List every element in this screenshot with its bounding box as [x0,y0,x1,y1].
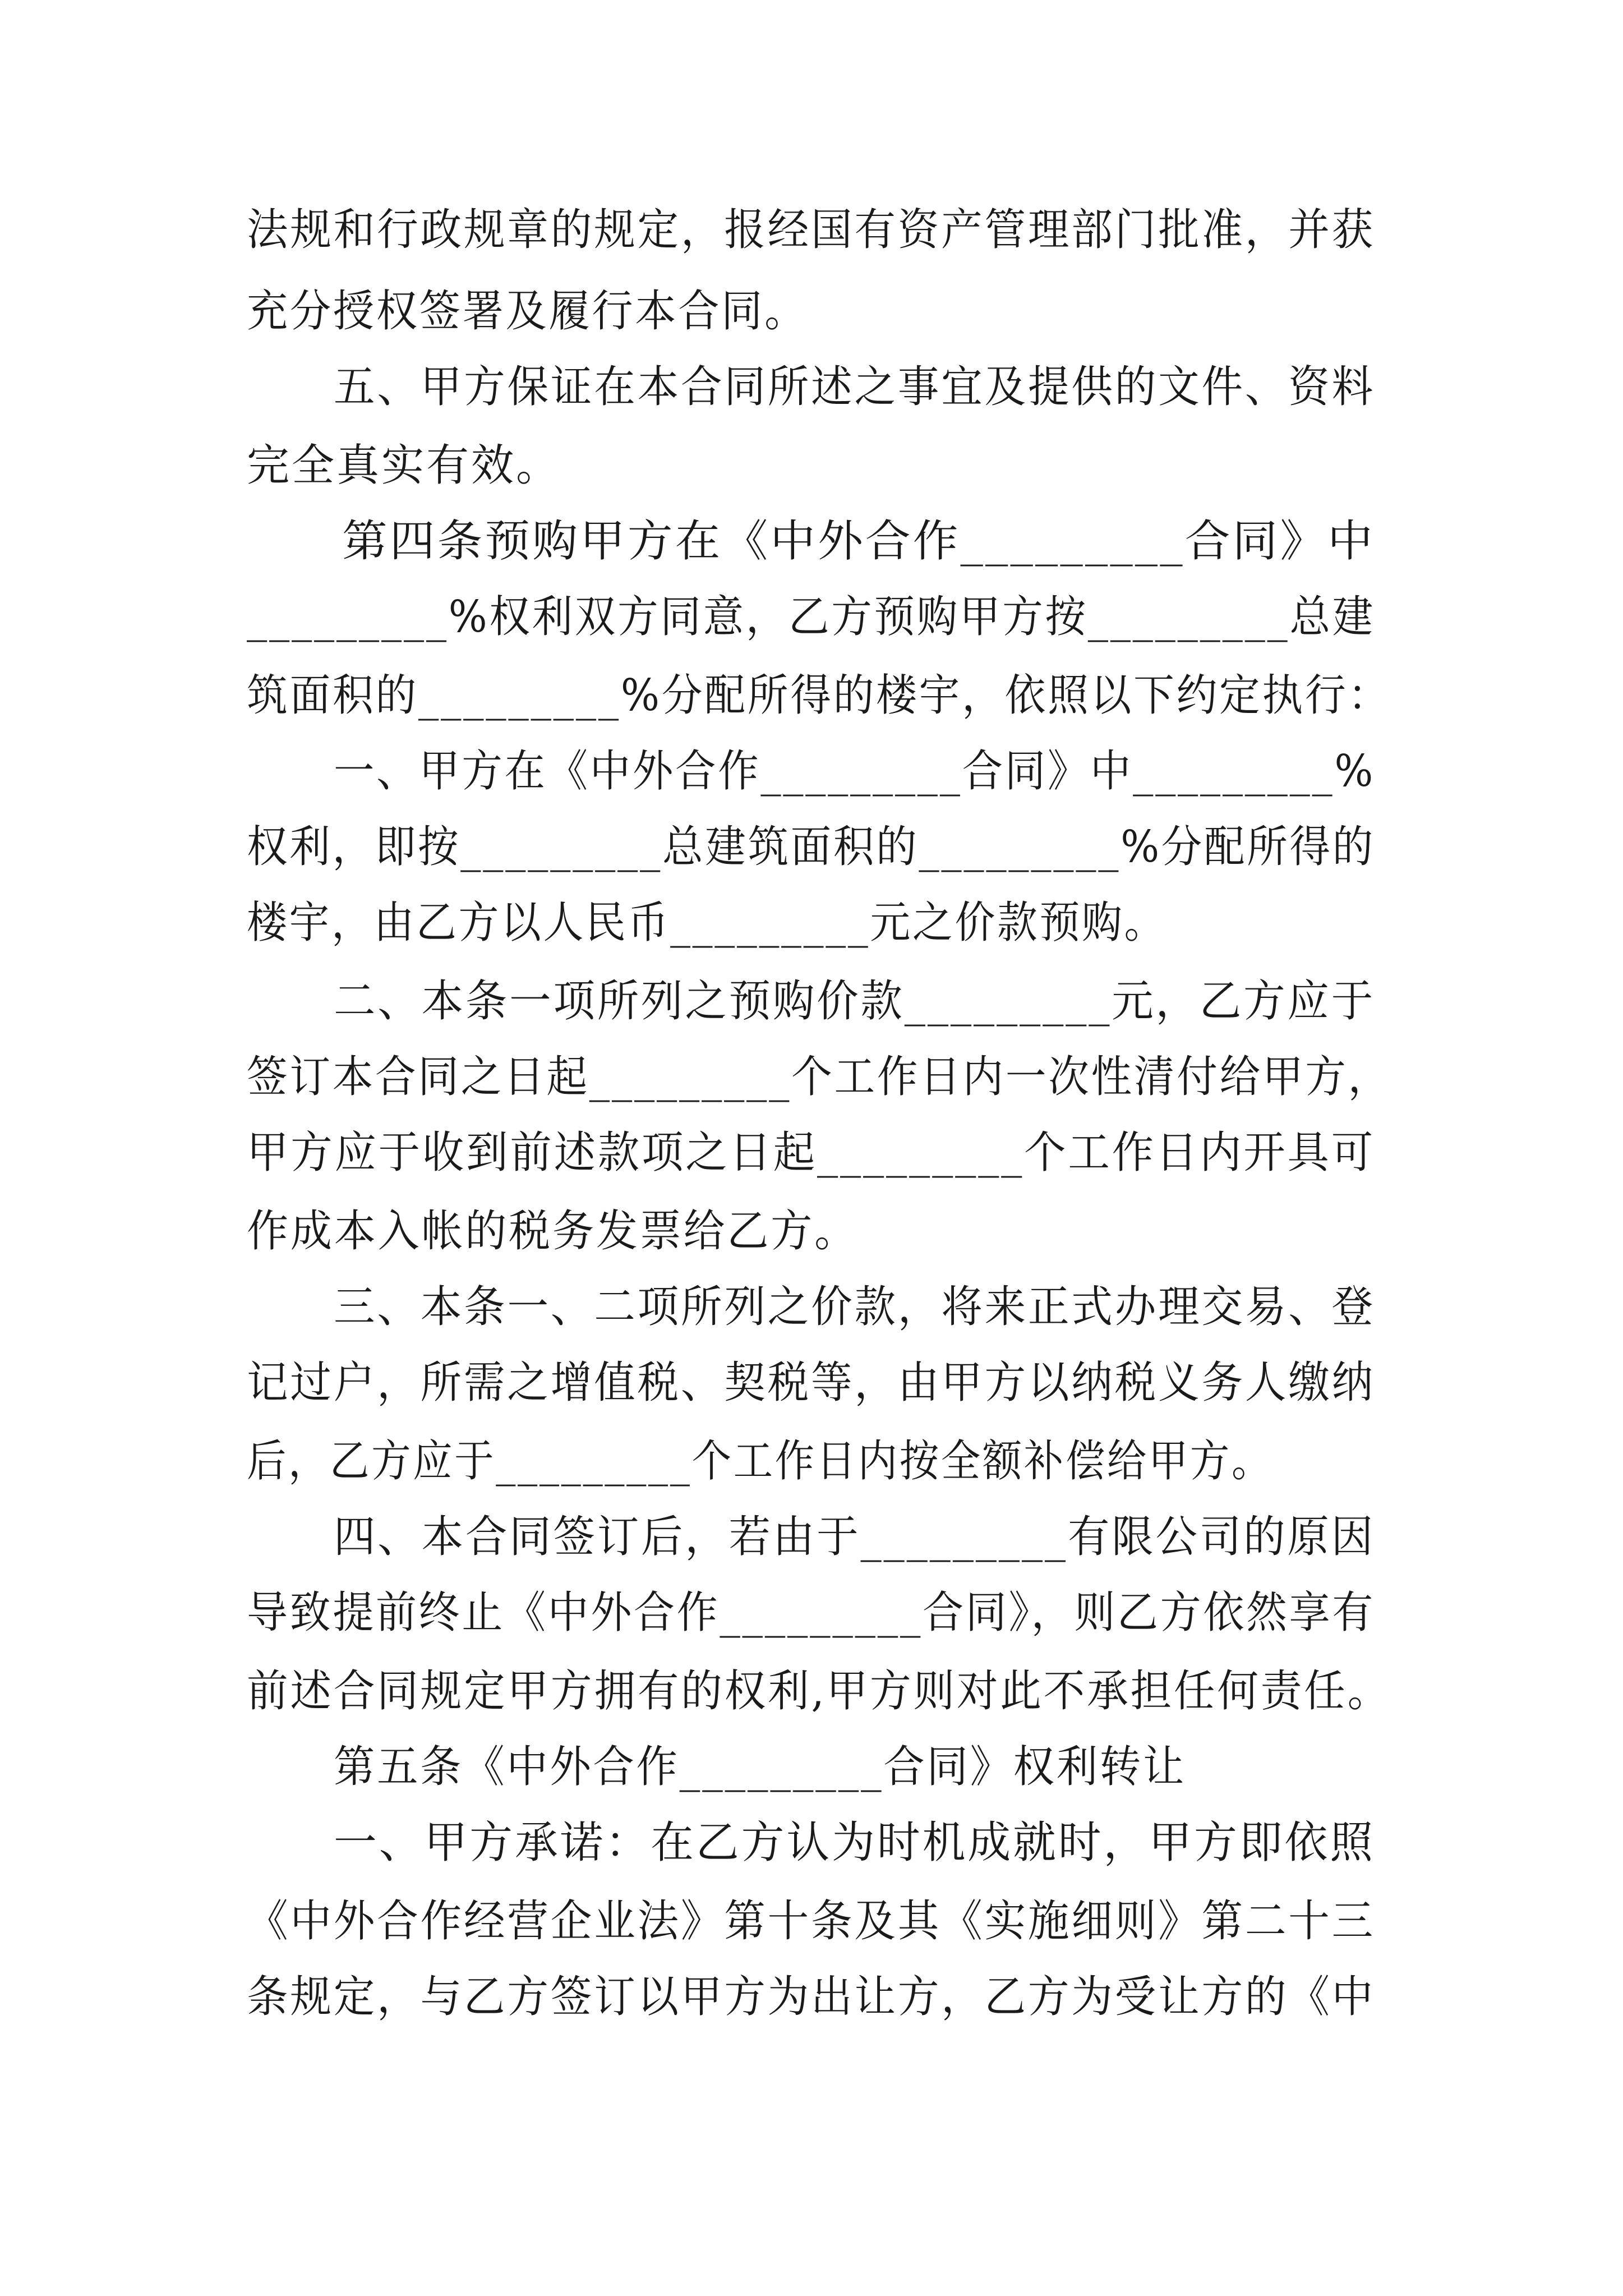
text-line [247,1663,1459,1719]
line-text: 一、甲方在《中外合作_________合同》中_________% [334,746,1375,797]
line-text: 前述合同规定甲方拥有的权利,甲方则对此不承担任何责任。 [247,1666,1391,1717]
line-text: 后，乙方应于_________个工作日内按全额补偿给甲方。 [247,1436,1273,1487]
text-line [334,743,1455,799]
text-line [247,1585,1454,1641]
text-line [247,1893,1442,1949]
text-line [247,1433,1384,1489]
text-line [334,1509,1424,1565]
line-text: 甲方应于收到前述款项之日起_________个工作日内开具可 [247,1128,1375,1178]
line-text: 签订本合同之日起_________个工作日内一次性清付给甲方， [247,1052,1391,1102]
line-text: 充分授权签署及履行本合同。 [247,286,808,337]
text-line [247,1125,1430,1181]
line-text: 《中外合作经营企业法》第十条及其《实施细则》第二十三 [247,1896,1375,1947]
line-text: _________%权利双方同意，乙方预购甲方按_________总建 [247,592,1375,642]
text-line [247,438,569,494]
line-text: 五、甲方保证在本合同所述之事宜及提供的文件、资料 [334,362,1375,412]
text-line [334,973,1424,1029]
line-text: 三、本条一、二项所列之价款，将来正式办理交易、登 [334,1282,1375,1332]
text-line [247,1203,891,1259]
text-line [247,1049,1476,1105]
text-line [342,513,1375,569]
text-line [334,359,1437,415]
line-text: 完全真实有效。 [247,440,561,491]
line-text: 二、本条一项所列之预购价款_________元，乙方应于 [334,976,1375,1027]
line-text: 四、本合同签订后，若由于_________有限公司的原因 [334,1512,1375,1562]
line-text: 导致提前终止《中外合作_________合同》，则乙方依然享有 [247,1588,1375,1638]
text-line [247,1969,1442,2025]
line-text: 作成本入帐的税务发票给乙方。 [247,1206,858,1257]
text-line [247,668,1473,724]
line-text: 记过户，所需之增值税、契税等，由甲方以纳税义务人缴纳 [247,1358,1375,1408]
text-line [334,1739,1241,1795]
line-text: 条规定，与乙方签订以甲方为出让方，乙方为受让方的《中 [247,1972,1375,2022]
text-line [334,1279,1437,1335]
text-line [247,202,1442,258]
text-line [247,1355,1442,1411]
line-text: 法规和行政规章的规定，报经国有资产管理部门批准，并获 [247,205,1375,255]
line-text: 权利，即按_________总建筑面积的_________%分配所得的 [247,822,1375,872]
text-line [247,895,1246,951]
line-text: 一、甲方承诺：在乙方认为时机成就时，甲方即依照 [334,1818,1375,1868]
text-line [334,1815,1391,1871]
text-line [247,819,1460,875]
line-text: 楼宇，由乙方以人民币_________元之价款预购。 [247,898,1166,948]
text-line [247,283,845,339]
line-text: 第五条《中外合作_________合同》权利转让 [334,1742,1186,1792]
text-line [247,589,1460,645]
line-text: 筑面积的_________%分配所得的楼宇，依照以下约定执行： [247,670,1391,721]
line-text: 第四条预购甲方在《中外合作_________合同》中 [342,516,1375,567]
